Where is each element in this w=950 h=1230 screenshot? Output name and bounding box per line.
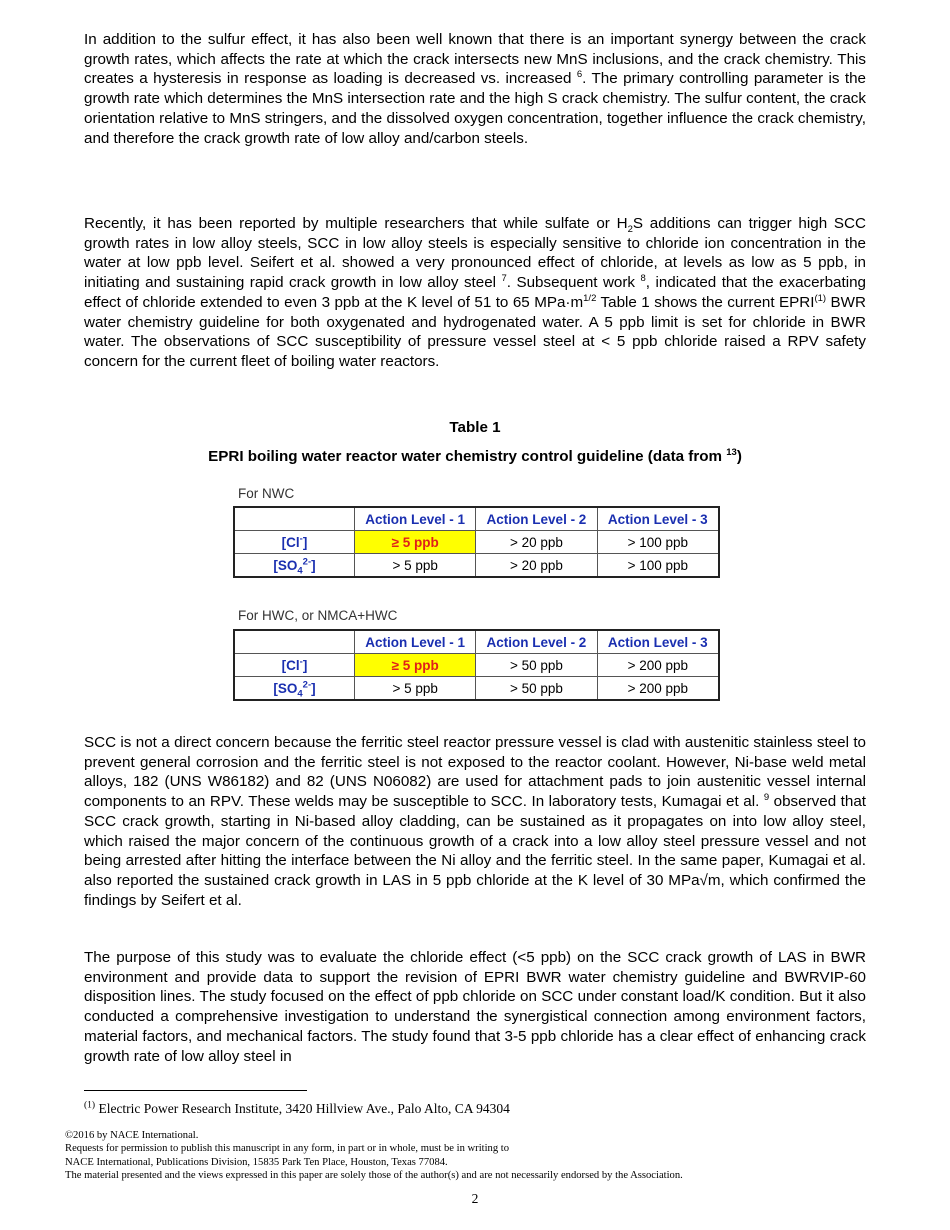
nwc-so4-level-1: > 5 ppb: [355, 554, 476, 578]
footnote-text: Electric Power Research Institute, 3420 Hillview Ave., Palo Alto, CA 94304: [95, 1101, 510, 1116]
footnote-mark-1: (1): [814, 292, 827, 304]
header-action-level-3: Action Level - 3: [597, 507, 719, 531]
footnote-divider: [84, 1090, 307, 1091]
reference-13: 13: [726, 446, 737, 458]
body-paragraph-4: The purpose of this study was to evaluate the chloride effect (<5 ppb) on the SCC crack growth of LAS in BWR environment and provide data to support the revision of EPRI BWR water chemistry guideline and BWRVIP-60 disposition lines. The study focused on the effect of ppb chloride on SCC under constant load/K condition. But it also conducted a comprehensive investigation to understand the synergistical connection among environment factors, material factors, and mechanical factors. The study found that 3-5 ppb chloride has a clear effect of enhancing crack growth rate of low alloy steel in: [84, 949, 866, 1065]
table-caption-end: ): [736, 448, 742, 465]
copyright-line: ©2016 by NACE International.: [65, 1130, 199, 1141]
p1-text-b: . The primary controlling parameter is the growth rate which determines the MnS intersection rate and the high S crack chemistry. The sulfur content, the crack orientation relative to MnS stringers, and the dissolved oxygen concentration, together influence the crack chemistry, and therefore the crack growth rate of low alloy and/carbon steels.: [84, 70, 866, 147]
species-chloride: [Cl-]: [234, 531, 355, 554]
hwc-so4-level-1: > 5 ppb: [355, 677, 476, 701]
reference-8: 8: [640, 273, 646, 285]
reference-9: 9: [763, 792, 770, 804]
p3-text-b: observed that SCC crack growth, starting in Ni-based alloy cladding, can be sustained as it propagates on into low alloy steel, which raised the major concern of the continuous growth of a crack into a low alloy steel pressure vessel and not being arrested after hitting the interface between the Ni alloy and the ferritic steel. In the same paper, Kumagai et al. also reported the sustained crack growth in LAS in 5 ppb chloride at the K level of 30 MPa√m, which confirmed the findings by Seifert et al.: [84, 793, 866, 909]
hwc-cl-level-3: > 200 ppb: [597, 654, 719, 677]
hwc-guideline-table: [233, 629, 720, 701]
body-paragraph-3: [84, 733, 866, 910]
nwc-table-label: For NWC: [238, 486, 295, 501]
permission-line: Requests for permission to publish this manuscript in any form, in part or in whole, must be in writing to: [65, 1143, 510, 1155]
hwc-cl-level-2: > 50 ppb: [476, 654, 597, 677]
reference-7: 7: [501, 273, 507, 285]
empty-corner-cell: [234, 507, 355, 531]
header-action-level-2: Action Level - 2: [476, 507, 597, 531]
nwc-so4-level-2: > 20 ppb: [476, 554, 597, 578]
p3-text-a: SCC is not a direct concern because the ferritic steel reactor pressure vessel is clad with austenitic stainless steel to prevent general corrosion and the ferritic steel is not exposed to the reactor coolant. However, Ni-base weld metal alloys, 182 (UNS W86182) and 82 (UNS N06082) are used for attachment pads to join austenitic vessel internal components to an RPV. These welds may be susceptible to SCC. In laboratory tests, Kumagai et al.: [84, 734, 866, 811]
header-action-level-3: Action Level - 3: [597, 630, 719, 654]
p2-text-d: , indicated that the exacerbating effect of chloride extended to even 3 ppb at the K level of 51 to 65 MPa·m: [84, 274, 866, 311]
p2-text-a: Recently, it has been reported by multiple researchers that while sulfate or H: [84, 215, 628, 232]
table-row-sulfate: [234, 554, 719, 578]
h2s-subscript: 2: [627, 224, 633, 236]
disclaimer-line: The material presented and the views expressed in this paper are solely those of the author(s) and are not necessarily endorsed by the Association.: [65, 1170, 683, 1182]
species-sulfate: $[SO_4^{2-}]$: [234, 554, 355, 578]
species-sulfate: $[SO_4^{2-}]$: [234, 677, 355, 701]
hwc-so4-level-3: > 200 ppb: [597, 677, 719, 701]
table-caption: [0, 448, 950, 465]
hwc-so4-level-2: > 50 ppb: [476, 677, 597, 701]
nwc-cl-level-1: ≥ 5 ppb: [355, 531, 476, 554]
reference-6: 6: [576, 69, 583, 81]
body-paragraph-2: [84, 214, 866, 372]
table-row-chloride: [234, 531, 719, 554]
hwc-table-label: For HWC, or NMCA+HWC: [238, 608, 398, 623]
address-line: NACE International, Publications Division, 15835 Park Ten Place, Houston, Texas 77084.: [65, 1156, 448, 1168]
empty-corner-cell: [234, 630, 355, 654]
page-number: 2: [471, 1191, 479, 1206]
header-action-level-2: Action Level - 2: [476, 630, 597, 654]
table-header-row: [234, 630, 719, 654]
nwc-cl-level-3: > 100 ppb: [597, 531, 719, 554]
header-action-level-1: Action Level - 1: [355, 630, 476, 654]
nwc-guideline-table: [233, 506, 720, 578]
table-label: Table 1: [449, 419, 501, 436]
p1-text-a: In addition to the sulfur effect, it has also been well known that there is an important synergy between the crack growth rates, which affects the rate at which the crack intersects new MnS inclusions, and the crack chemistry. This creates a hysteresis in response as loading is decreased vs. increased: [84, 31, 866, 88]
table-caption-text: EPRI boiling water reactor water chemistry control guideline (data from: [208, 448, 727, 465]
table-row-sulfate: [234, 677, 719, 701]
header-action-level-1: Action Level - 1: [355, 507, 476, 531]
footnote: [84, 1101, 510, 1117]
species-chloride: [Cl-]: [234, 654, 355, 677]
nwc-cl-level-2: > 20 ppb: [476, 531, 597, 554]
footnote-marker: (1): [84, 1100, 96, 1111]
table-header-row: [234, 507, 719, 531]
p2-text-b: S additions can trigger high SCC growth rates in low alloy steels, SCC in low alloy steels is especially sensitive to chloride ion concentration in the water at low ppb level. Seifert et al. showed a very pronounced effect of chloride, at levels as low as 5 ppb, in initiating and sustaining rapid crack growth in low alloy steel: [84, 215, 866, 292]
body-paragraph-1: [84, 30, 866, 148]
hwc-cl-level-1: ≥ 5 ppb: [355, 654, 476, 677]
p2-text-f: BWR water chemistry guideline for both oxygenated and hydrogenated water. A 5 ppb limit is set for chloride in BWR water. The observations of SCC susceptibility of pressure vessel steel at < 5 ppb chloride raised a RPV safety concern for the current fleet of boiling water reactors.: [84, 293, 866, 370]
copyright-notice: [65, 1129, 925, 1183]
nwc-so4-level-3: > 100 ppb: [597, 554, 719, 578]
table-row-chloride: [234, 654, 719, 677]
exponent-half: 1/2: [583, 292, 597, 304]
p2-text-c: . Subsequent work: [506, 274, 641, 292]
p2-text-e: Table 1 shows the current EPRI: [596, 293, 815, 311]
